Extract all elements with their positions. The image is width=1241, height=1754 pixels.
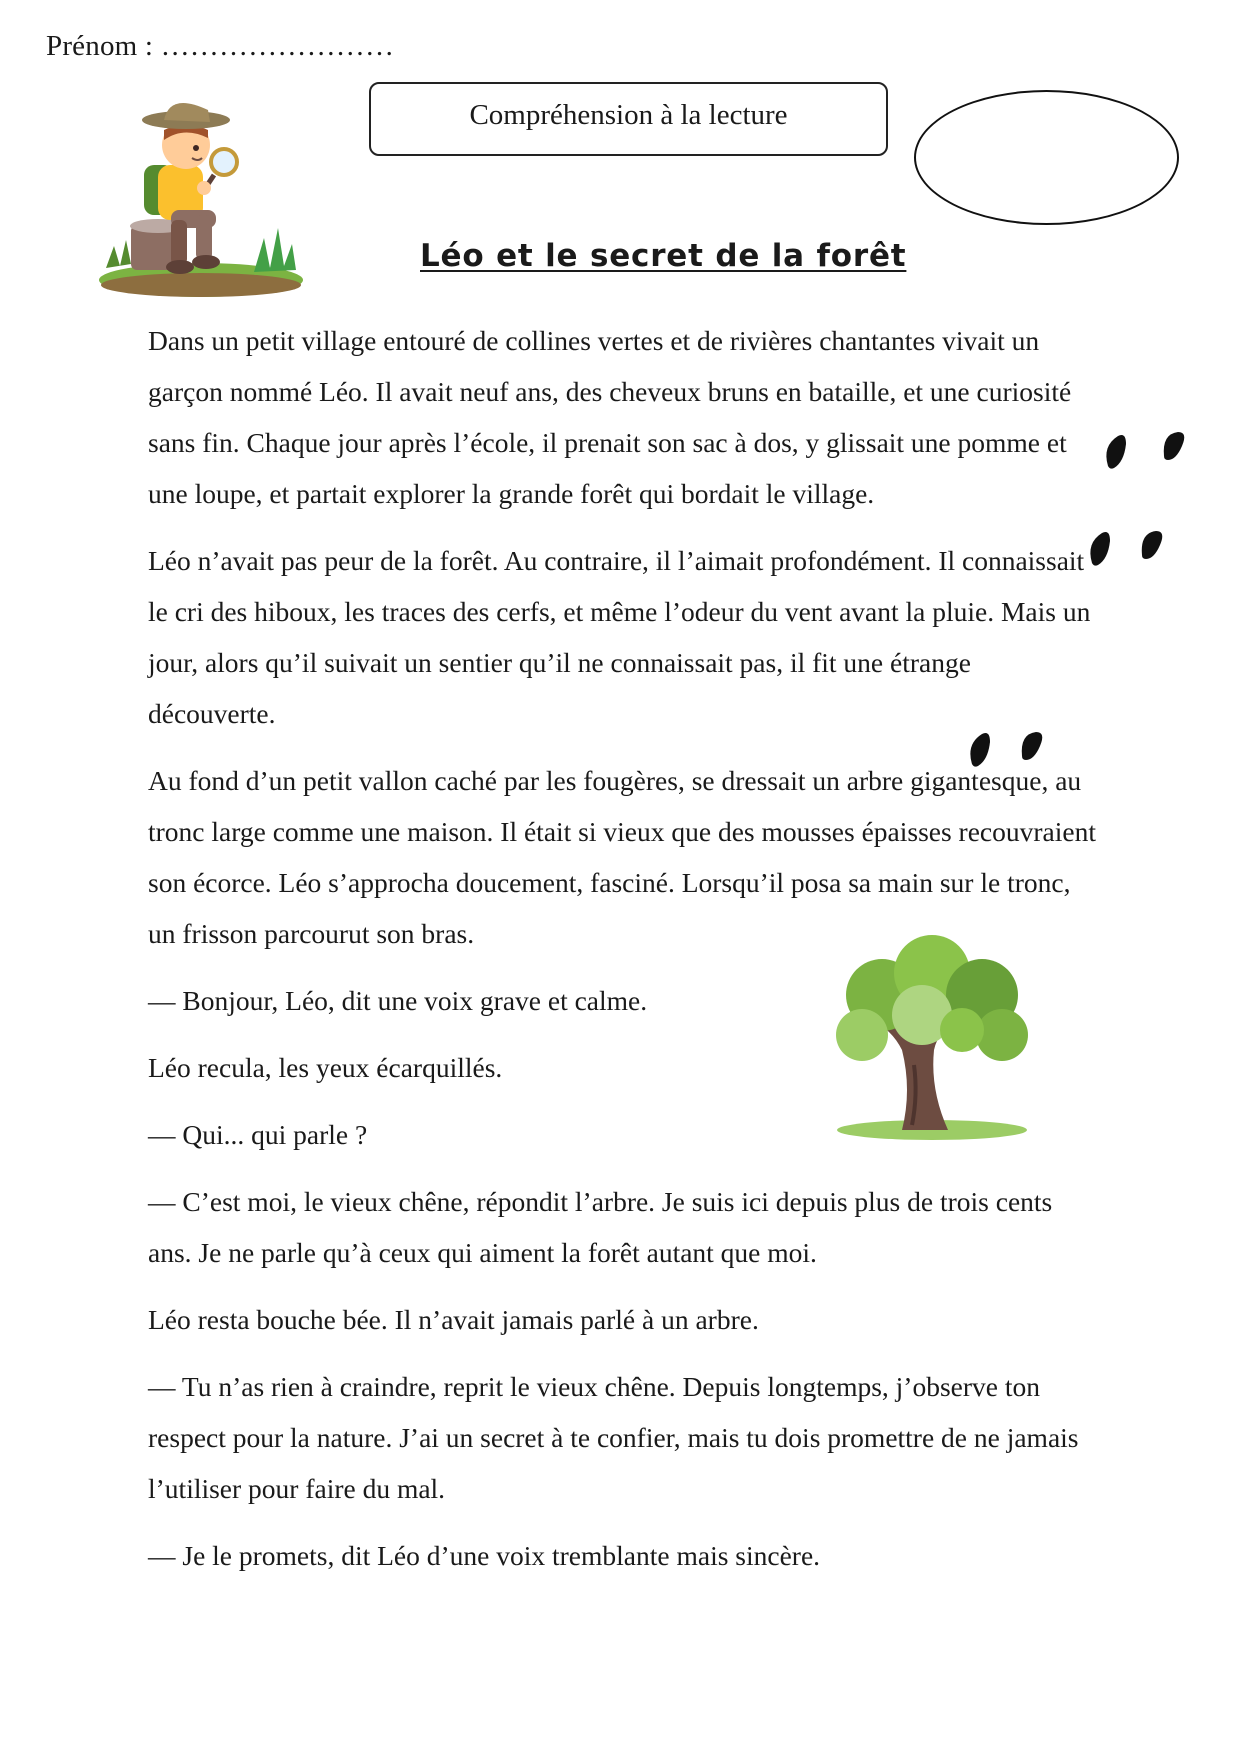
name-field-label: Prénom : …………………… bbox=[46, 30, 395, 62]
dialogue-line: — Tu n’as rien à craindre, reprit le vieux chêne. Depuis longtemps, j’observe ton respect pour la nature. J’ai un secret à te confier, mais tu dois promettre de ne jamais l’utiliser pour faire du mal. bbox=[148, 1371, 1079, 1504]
dialogue-line: — Je le promets, dit Léo d’une voix tremblante mais sincère. bbox=[148, 1540, 821, 1571]
explorer-boy-icon bbox=[96, 90, 306, 300]
section-title-box bbox=[369, 82, 888, 156]
deer-hoofprint-icon bbox=[1100, 428, 1196, 476]
dialogue-line: — Qui... qui parle ? bbox=[148, 1119, 368, 1150]
dialogue-line: — C’est moi, le vieux chêne, répondit l’arbre. Je suis ici depuis plus de trois cents ans. Je ne parle qu’à ceux qui aiment la forêt autant que moi. bbox=[148, 1186, 1053, 1268]
deer-hoofprint-icon bbox=[1084, 525, 1180, 573]
paragraph: Léo n’avait pas peur de la forêt. Au contraire, il l’aimait profondément. Il connaissait le cri des hiboux, les traces des cerfs, et même l’odeur du vent avant la pluie. Mais un jour, alors qu’il suivait un sentier qu’il ne connaissait pas, il fit une étrange découverte. bbox=[148, 545, 1091, 729]
paragraph: Léo resta bouche bée. Il n’avait jamais parlé à un arbre. bbox=[148, 1304, 759, 1335]
paragraph: Dans un petit village entouré de collines vertes et de rivières chantantes vivait un garçon nommé Léo. Il avait neuf ans, des cheveux bruns en bataille, et une curiosité sans fin. Chaque jour après l’école, il prenait son sac à dos, y glissait une pomme et une loupe, et partait explorer la grande forêt qui bordait le village. bbox=[148, 325, 1072, 509]
score-oval bbox=[914, 90, 1179, 225]
section-title: Compréhension à la lecture bbox=[469, 98, 788, 131]
paragraph: Au fond d’un petit vallon caché par les fougères, se dressait un arbre gigantesque, au tronc large comme une maison. Il était si vieux que des mousses épaisses recouvraient son écorce. Léo s’approcha doucement, fasciné. Lorsqu’il posa sa main sur le tronc, un frisson parcourut son bras. bbox=[148, 765, 1096, 949]
dialogue-line: — Bonjour, Léo, dit une voix grave et calme. bbox=[148, 985, 648, 1016]
oak-tree-icon bbox=[822, 935, 1042, 1145]
deer-hoofprint-icon bbox=[964, 726, 1060, 774]
story-title: Léo et le secret de la forêt bbox=[420, 238, 907, 274]
paragraph: Léo recula, les yeux écarquillés. bbox=[148, 1052, 503, 1083]
